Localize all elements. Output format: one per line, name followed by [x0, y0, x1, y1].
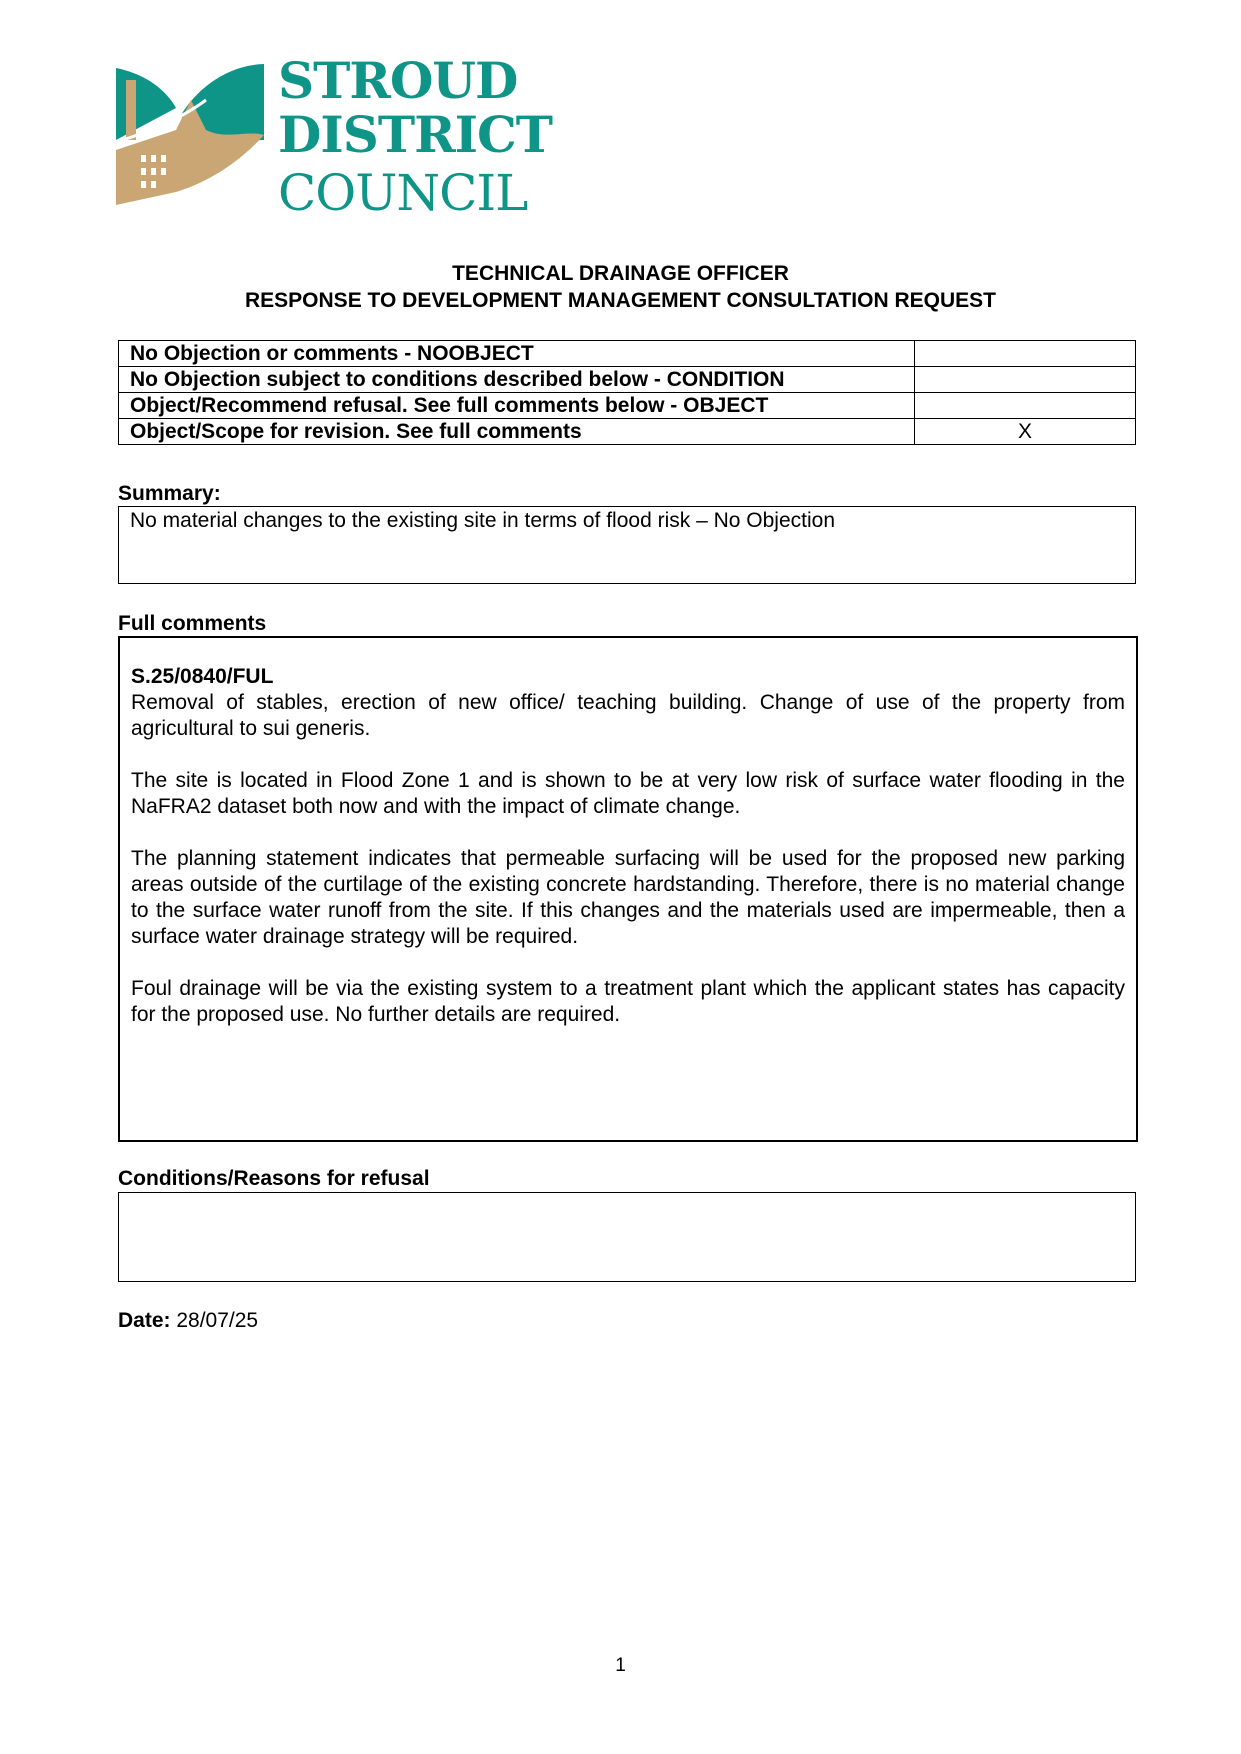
date-label: Date: — [118, 1309, 171, 1332]
comment-paragraph: The site is located in Flood Zone 1 and is shown to be at very low risk of surface water flooding in the NaFRA2 dataset both now and with the impact of climate change. — [131, 769, 1125, 818]
table-row — [119, 393, 1136, 419]
comment-paragraph: Foul drainage will be via the existing system to a treatment plant which the applicant states has capacity for the proposed use. No further details are required. — [131, 977, 1125, 1026]
table-row — [119, 367, 1136, 393]
date-value: 28/07/25 — [176, 1309, 259, 1332]
stroud-district-council-logo — [116, 51, 553, 222]
table-row — [119, 341, 1136, 367]
summary-box — [118, 506, 1136, 584]
conditions-box — [118, 1192, 1136, 1282]
option-mark — [915, 341, 1136, 367]
full-comments-box — [118, 636, 1138, 1142]
option-mark — [915, 393, 1136, 419]
document-title: TECHNICAL DRAINAGE OFFICER — [452, 262, 789, 285]
comment-paragraph: The planning statement indicates that permeable surfacing will be used for the proposed new parking areas outside of the curtilage of the existing concrete hardstanding. Therefore, there is no material change to the surface water runoff from the site. If this changes and the materials used are impermeable, then a surface water drainage strategy will be required. — [131, 847, 1125, 948]
response-options-table — [118, 340, 1136, 445]
summary-text: No material changes to the existing site in terms of flood risk – No Objection — [130, 509, 835, 532]
option-label: Object/Recommend refusal. See full comments below - OBJECT — [119, 393, 915, 419]
logo-text-council: COUNCIL — [278, 164, 528, 222]
application-reference: S.25/0840/FUL — [131, 665, 274, 688]
option-label: No Objection subject to conditions described below - CONDITION — [119, 367, 915, 393]
table-row — [119, 419, 1136, 445]
page-number: 1 — [615, 1655, 626, 1676]
full-comments-label: Full comments — [118, 612, 267, 635]
logo-text-district: DISTRICT — [278, 105, 553, 164]
option-mark: X — [915, 419, 1136, 445]
document-subtitle: RESPONSE TO DEVELOPMENT MANAGEMENT CONSULTATION REQUEST — [245, 289, 996, 312]
option-mark — [915, 367, 1136, 393]
option-label: No Objection or comments - NOOBJECT — [119, 341, 915, 367]
date-line — [118, 1309, 258, 1333]
conditions-text — [119, 1193, 1135, 1197]
conditions-label: Conditions/Reasons for refusal — [118, 1167, 430, 1190]
option-label: Object/Scope for revision. See full comments — [119, 419, 915, 445]
summary-label: Summary: — [118, 482, 221, 505]
logo-text-stroud: STROUD — [278, 51, 518, 110]
mill-emblem-icon — [116, 60, 266, 205]
comment-paragraph: Removal of stables, erection of new office/ teaching building. Change of use of the property from agricultural to sui generis. — [131, 691, 1125, 740]
